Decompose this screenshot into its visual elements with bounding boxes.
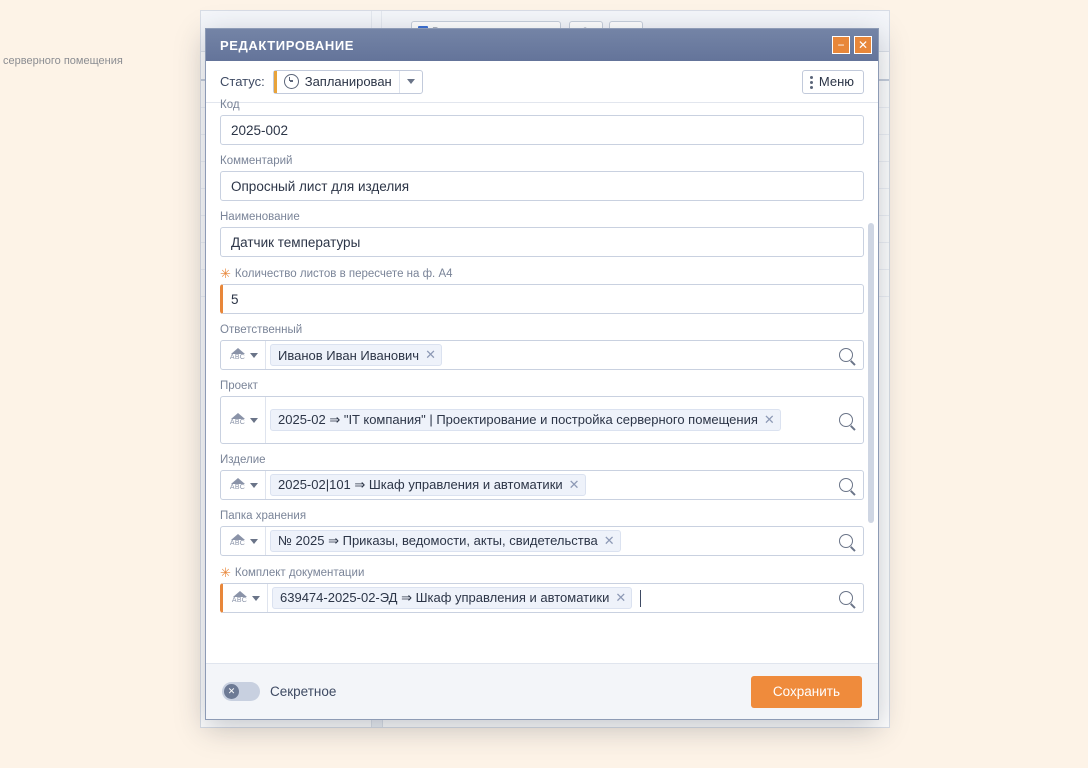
field-responsible-label: Ответственный — [220, 324, 303, 336]
status-label: Статус: — [220, 74, 265, 89]
minimize-icon[interactable]: − — [832, 36, 850, 54]
field-documentation-set-label — [220, 566, 864, 579]
chevron-down-icon — [250, 539, 258, 544]
field-documentation-set — [220, 566, 864, 613]
token-label: 639474-2025-02-ЭД ⇒ Шкаф управления и автоматики — [280, 590, 610, 605]
field-comment — [220, 155, 864, 201]
abc-dropdown-button[interactable] — [223, 584, 268, 612]
abc-dropdown-button[interactable] — [221, 341, 266, 369]
clock-icon — [284, 74, 299, 89]
dialog-footer — [206, 663, 878, 719]
field-code-label: Код — [220, 99, 240, 111]
token-remove-icon[interactable]: ✕ — [603, 533, 615, 548]
dialog-titlebar[interactable] — [206, 29, 878, 61]
menu-button-label: Меню — [818, 74, 854, 89]
abc-icon: ABC — [229, 477, 247, 493]
field-storage-folder — [220, 510, 864, 556]
token-remove-icon[interactable]: ✕ — [425, 347, 436, 362]
close-icon[interactable]: ✕ — [854, 36, 872, 54]
status-value: Запланирован — [304, 74, 392, 89]
storage-folder-lookup[interactable] — [220, 526, 864, 556]
abc-dropdown-button[interactable] — [221, 471, 266, 499]
chevron-down-icon — [250, 418, 258, 423]
chevron-down-icon — [250, 483, 258, 488]
storage-folder-tokens[interactable] — [266, 527, 829, 555]
token-label: 2025-02|101 ⇒ Шкаф управления и автоматики — [278, 477, 563, 492]
field-product — [220, 454, 864, 500]
status-accent — [274, 71, 277, 93]
token-remove-icon[interactable]: ✕ — [568, 477, 580, 492]
secret-toggle-knob: ✕ — [224, 684, 239, 699]
search-icon — [839, 413, 853, 427]
responsible-tokens[interactable] — [266, 341, 829, 369]
field-project — [220, 380, 864, 444]
search-icon — [839, 478, 853, 492]
search-icon — [839, 591, 853, 605]
abc-icon: ABC — [231, 590, 249, 606]
abc-dropdown-button[interactable] — [221, 397, 266, 443]
field-sheet-count-label — [220, 267, 864, 280]
required-marker: ✳ — [220, 266, 231, 281]
status-bar — [206, 61, 878, 103]
storage-folder-search-button[interactable] — [829, 527, 863, 555]
project-lookup[interactable] — [220, 396, 864, 444]
dots-vertical-icon — [809, 75, 813, 89]
token-label: № 2025 ⇒ Приказы, ведомости, акты, свидетельства — [278, 533, 598, 548]
search-icon — [839, 534, 853, 548]
token-label: Иванов Иван Иванович — [278, 347, 420, 363]
field-sheet-count-label-text: Количество листов в пересчете на ф. А4 — [234, 267, 453, 280]
project-search-button[interactable] — [829, 397, 863, 443]
token[interactable] — [272, 587, 632, 609]
secret-toggle[interactable] — [222, 682, 260, 701]
token[interactable] — [270, 530, 621, 552]
field-comment-label: Комментарий — [220, 155, 293, 167]
field-name-label: Наименование — [220, 211, 300, 223]
sheet-count-input[interactable]: 5 — [220, 284, 864, 314]
secret-toggle-label: Секретное — [270, 684, 337, 699]
dialog-form — [206, 99, 878, 663]
abc-icon: ABC — [229, 412, 247, 428]
background-left-note: серверного помещения — [3, 55, 123, 67]
form-scrollbar[interactable] — [870, 103, 876, 663]
documentation-set-search-button[interactable] — [829, 584, 863, 612]
save-button[interactable]: Сохранить — [751, 676, 862, 708]
product-search-button[interactable] — [829, 471, 863, 499]
token-remove-icon[interactable]: ✕ — [615, 590, 627, 605]
field-documentation-set-label-text: Комплект документации — [234, 566, 365, 579]
field-name — [220, 211, 864, 257]
token-remove-icon[interactable]: ✕ — [763, 412, 775, 427]
responsible-search-button[interactable] — [829, 341, 863, 369]
responsible-lookup[interactable] — [220, 340, 864, 370]
code-input[interactable]: 2025-002 — [220, 115, 864, 145]
required-marker: ✳ — [220, 565, 231, 580]
chevron-down-icon[interactable] — [399, 71, 422, 93]
product-tokens[interactable] — [266, 471, 829, 499]
product-lookup[interactable] — [220, 470, 864, 500]
abc-dropdown-button[interactable] — [221, 527, 266, 555]
abc-icon: ABC — [229, 347, 247, 363]
chevron-down-icon — [252, 596, 260, 601]
documentation-set-tokens[interactable] — [268, 584, 829, 612]
comment-input[interactable]: Опросный лист для изделия — [220, 171, 864, 201]
token[interactable] — [270, 344, 442, 366]
name-input[interactable]: Датчик температуры — [220, 227, 864, 257]
text-cursor — [640, 590, 641, 607]
field-product-label: Изделие — [220, 454, 266, 466]
field-sheet-count — [220, 267, 864, 314]
menu-button[interactable] — [802, 70, 864, 94]
token[interactable] — [270, 474, 586, 496]
field-code — [220, 99, 864, 145]
field-storage-folder-label: Папка хранения — [220, 510, 307, 522]
documentation-set-lookup[interactable] — [220, 583, 864, 613]
token-label: 2025-02 ⇒ "IT компания" | Проектирование и постройка серверного помещения — [278, 412, 758, 427]
chevron-down-icon — [250, 353, 258, 358]
form-scrollbar-thumb[interactable] — [868, 223, 874, 523]
status-select[interactable] — [273, 70, 423, 94]
dialog-title: РЕДАКТИРОВАНИЕ — [220, 37, 355, 53]
token[interactable] — [270, 409, 781, 431]
project-tokens[interactable] — [266, 397, 829, 443]
field-responsible — [220, 324, 864, 370]
edit-dialog — [205, 28, 879, 720]
field-project-label: Проект — [220, 380, 258, 392]
search-icon — [839, 348, 853, 362]
abc-icon: ABC — [229, 533, 247, 549]
